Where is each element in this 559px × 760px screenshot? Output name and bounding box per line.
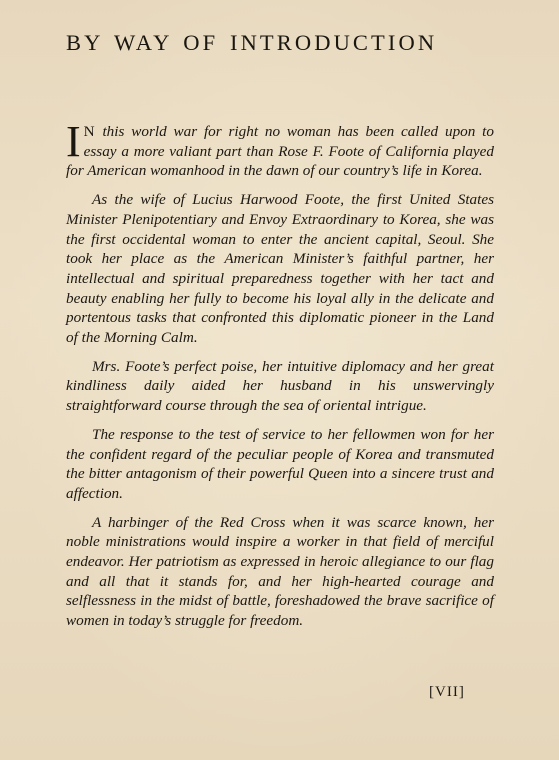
- page-number: [VII]: [429, 684, 465, 700]
- lead-capitals: N: [83, 123, 96, 140]
- page-title: BY WAY OF INTRODUCTION: [66, 30, 438, 55]
- paragraph-2: As the wife of Lucius Harwood Foote, the first United States Minister Plenipotentiary and Envoy Extraordinary to Korea, she was the first occidental woman to enter the ancient capital, Seoul. She took her place as the American Minister’s faithful partner, her intellectual and spiritual preparedness together with her tact and beauty enabling her fully to become his loyal ally in the delicate and portentous tasks that confronted this diplomatic pioneer in the Land of the Morning Calm.: [66, 191, 494, 347]
- paragraph-1: [66, 117, 494, 181]
- drop-cap: I: [66, 117, 81, 166]
- paragraph-4: The response to the test of service to her fellowmen won for her the confident regard of the peculiar people of Korea and transmuted the bitter antagonism of their powerful Queen into a sincere trust and affection.: [66, 425, 494, 502]
- paragraph-5: A harbinger of the Red Cross when it was scarce known, her noble ministrations would inspire a worker in that field of merciful endeavor. Her patriotism as expressed in heroic allegiance to our flag and all that it stands for, and her high-hearted courage and selflessness in the midst of battle, foreshadowed the brave sacrifice of women in today’s struggle for freedom.: [66, 513, 494, 630]
- paragraph-3: Mrs. Foote’s perfect poise, her intuitive diplomacy and her great kindliness daily aided her husband in his unswervingly straightforward course through the sea of oriental intrigue.: [66, 357, 494, 415]
- introduction-text: [66, 117, 494, 640]
- paragraph-1-text: this world war for right no woman has been called upon to essay a more valiant part than Rose F. Foote of California played for American womanhood in the dawn of our country’s life in Korea.: [66, 123, 494, 180]
